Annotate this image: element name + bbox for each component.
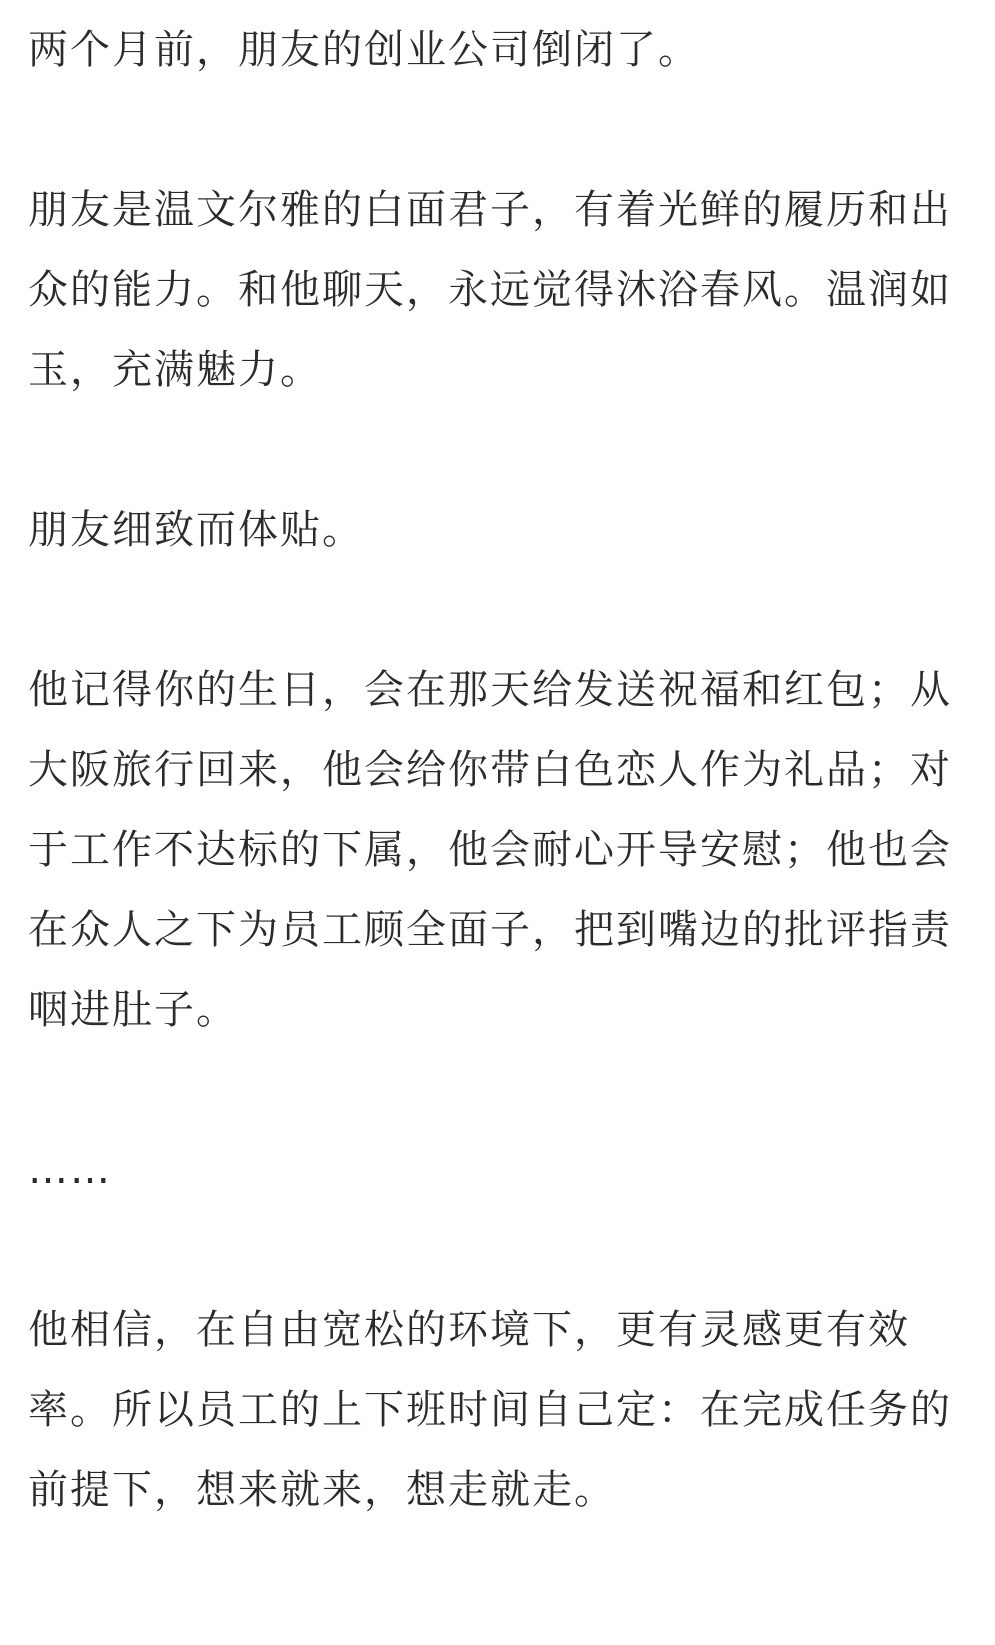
ellipsis-paragraph: …… bbox=[28, 1147, 112, 1193]
paragraph: 他相信，在自由宽松的环境下，更有灵感更有效率。所以员工的上下班时间自己定：在完成任务的前提下，想来就来，想走就走。 bbox=[28, 1307, 952, 1513]
paragraph: 朋友细致而体贴。 bbox=[28, 507, 364, 553]
article-body bbox=[28, 10, 968, 1530]
paragraph: 朋友是温文尔雅的白面君子，有着光鲜的履历和出众的能力。和他聊天，永远觉得沐浴春风。温润如玉，充满魅力。 bbox=[28, 187, 952, 393]
paragraph: 两个月前，朋友的创业公司倒闭了。 bbox=[28, 27, 700, 73]
paragraph: 他记得你的生日，会在那天给发送祝福和红包；从大阪旅行回来，他会给你带白色恋人作为礼品；对于工作不达标的下属，他会耐心开导安慰；他也会在众人之下为员工顾全面子，把到嘴边的批评指责咽进肚子。 bbox=[28, 667, 952, 1033]
